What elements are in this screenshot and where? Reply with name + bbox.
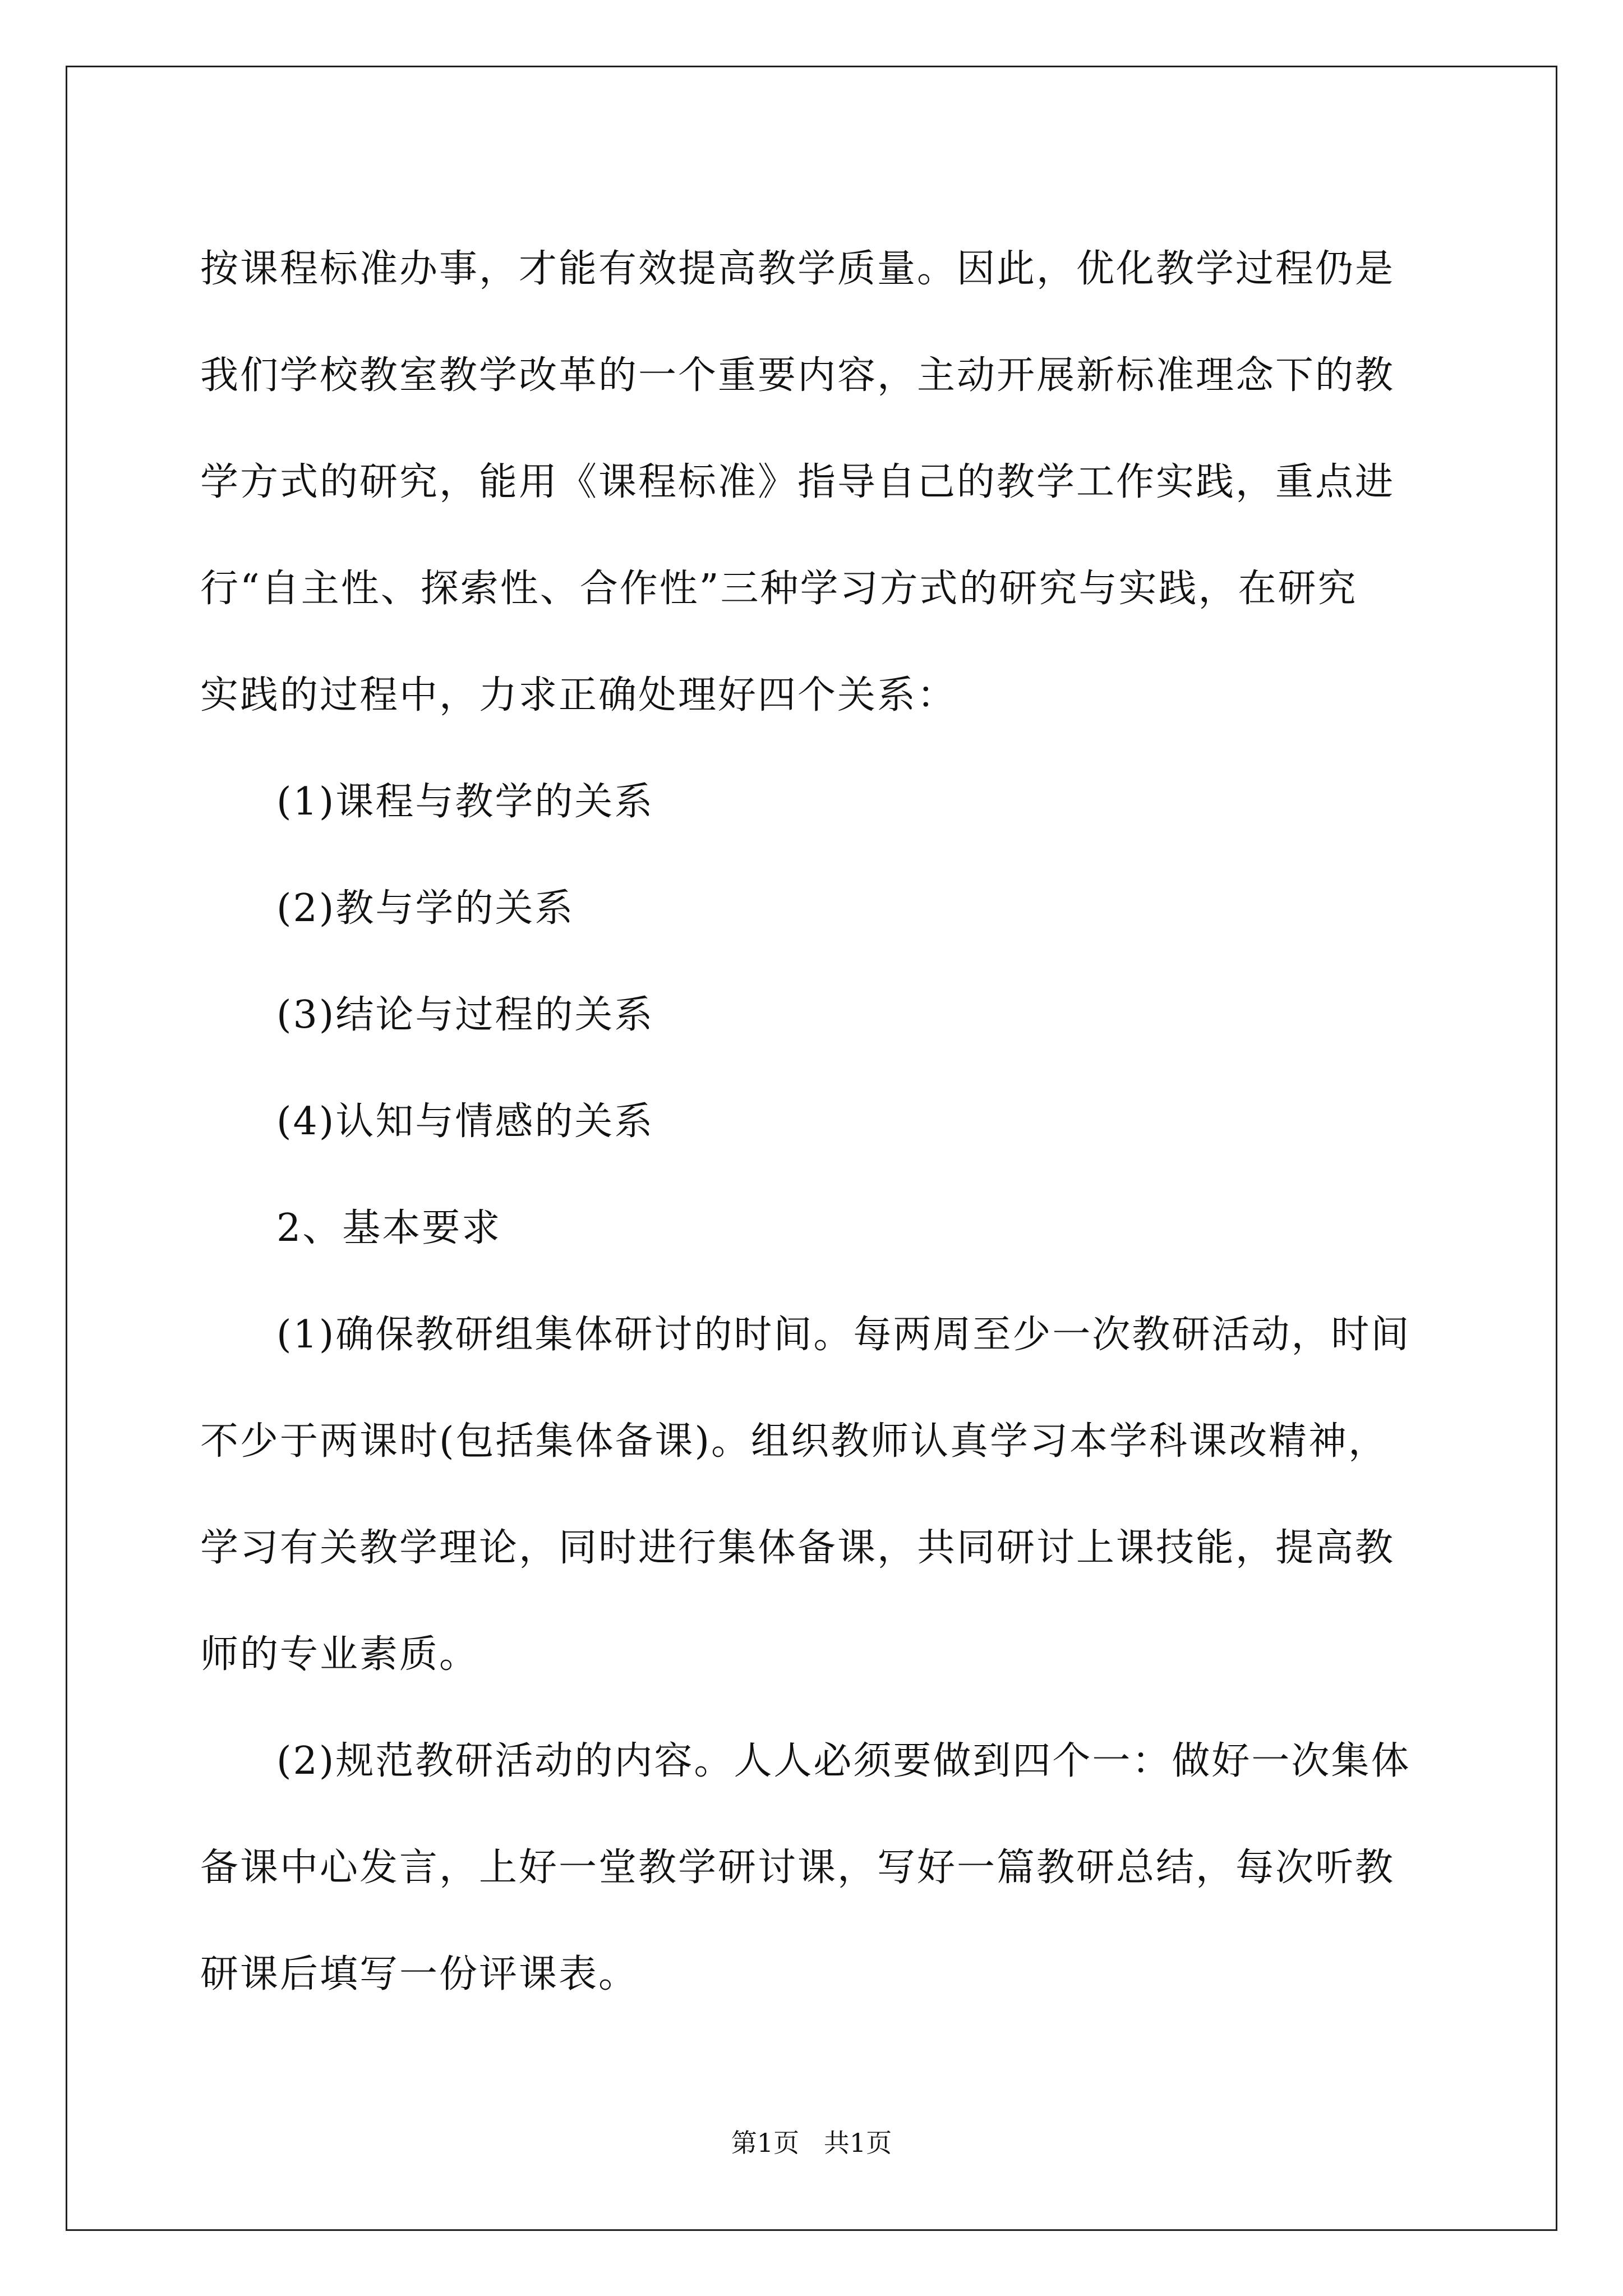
list-item: (4)认知与情感的关系 [276,1099,654,1144]
paragraph-start: (1)确保教研组集体研讨的时间。每两周至少一次教研活动，时间 [276,1313,1411,1357]
text-line: 备课中心发言，上好一堂教学研讨课，写好一篇教研总结，每次听教 [200,1846,1395,1890]
text-line: 师的专业素质。 [200,1632,479,1677]
list-item: (2)教与学的关系 [276,886,575,931]
text-line: 研课后填写一份评课表。 [200,1952,639,1996]
text-line: 实践的过程中，力求正确处理好四个关系： [200,673,957,717]
text-line: 学方式的研究，能用《课程标准》指导自己的教学工作实践，重点进 [200,460,1395,504]
paragraph-start: (2)规范教研活动的内容。人人必须要做到四个一：做好一次集体 [276,1739,1411,1783]
page-footer: 第1页 共1页 [731,2128,892,2158]
list-item: (1)课程与教学的关系 [276,780,654,824]
text-line: 学习有关教学理论，同时进行集体备课，共同研讨上课技能，提高教 [200,1526,1395,1570]
text-line: 不少于两课时(包括集体备课)。组织教师认真学习本学科课改精神， [200,1419,1389,1464]
section-heading: 2、基本要求 [276,1206,502,1250]
text-line: 我们学校教室教学改革的一个重要内容，主动开展新标准理念下的教 [200,353,1395,398]
text-line: 行“自主性、探索性、合作性”三种学习方式的研究与实践，在研究 [200,567,1358,611]
list-item: (3)结论与过程的关系 [276,993,654,1037]
text-line: 按课程标准办事，才能有效提高教学质量。因此，优化教学过程仍是 [200,247,1395,291]
document-body [200,216,1426,2028]
